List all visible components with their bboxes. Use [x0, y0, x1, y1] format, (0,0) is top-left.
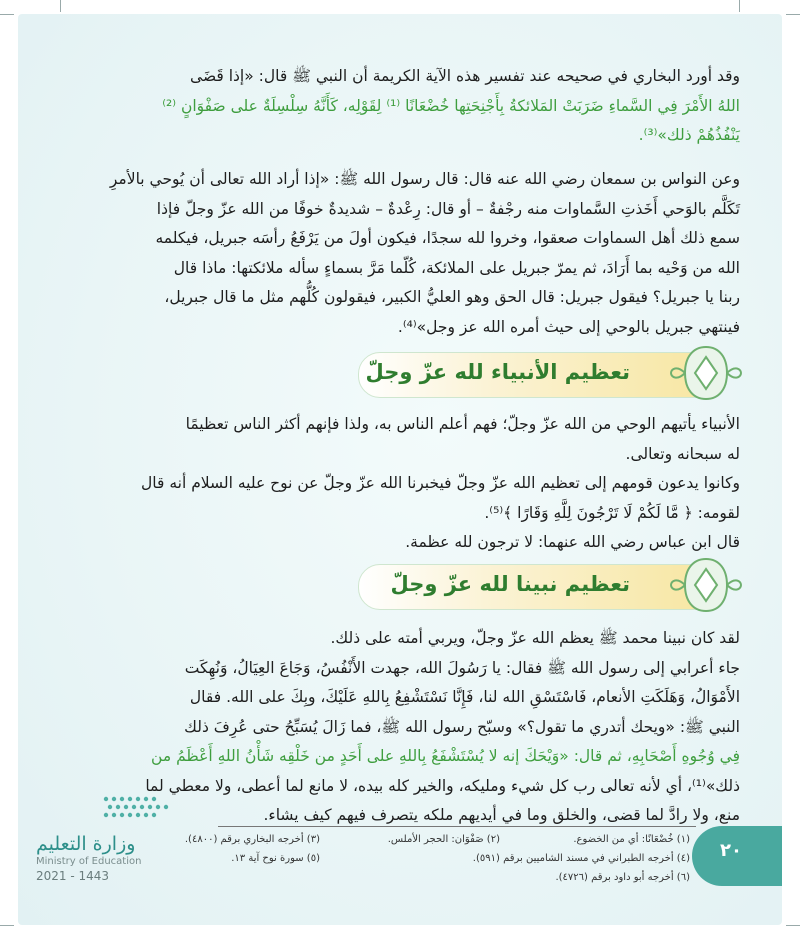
text-line: لقد كان نبينا محمد ﷺ يعظم الله عزّ وجلّ، ويربي أمته على ذلك. [330, 629, 740, 647]
crop-mark [786, 925, 800, 926]
text-line: فينتهي جبريل بالوحي إلى حيث أمره الله عز وجل»⁽⁴⁾. [397, 317, 740, 336]
text-line: جاء أعرابي إلى رسول الله ﷺ فقال: يا رَسُولَ الله، جهدت الأَنْفُسُ، وَجَاعَ العِيَالُ، وَنُهِكَت [184, 658, 740, 677]
footnote: (١) خُضْعَانًا: أي من الخضوع. [573, 834, 690, 845]
text-line: لقومه: ﴿ مَّا لَكُمْ لَا تَرْجُونَ لِلَّهِ وَقَارًا ﴾⁽⁵⁾. [484, 503, 740, 522]
text-line: ربنا يا جبريل؟ فيقول جبريل: قال الحق وهو العليُّ الكبير، فيقولون كُلُّهم مثل ما قال جبريل، [164, 288, 740, 306]
ministry-year: 2021 - 1443 [36, 869, 110, 883]
text-line: له سبحانه وتعالى. [625, 444, 740, 463]
page-number: ٢٠ [720, 840, 742, 861]
ministry-name-english: Ministry of Education [36, 856, 142, 867]
text-line: اللهُ الأَمْرَ فِي السَّماءِ ضَرَبَتْ المَلائكةُ بِأَجْنِحَتِها خُضْعَانًا ⁽¹⁾ لِقَوْلِه، كَأَنَّهُ سِلْسِلَةٌ على صَفْوَانٍ ⁽²⁾ [162, 96, 740, 115]
text-line: وقد أورد البخاري في صحيحه عند تفسير هذه الآية الكريمة أن النبي ﷺ قال: «إذا قَضَى [190, 67, 740, 85]
prophets-paragraph [100, 410, 740, 558]
footnote-divider [218, 826, 696, 827]
crop-mark [786, 14, 800, 15]
hadith-paragraph [100, 165, 740, 342]
text-line: يَنْفُذُهُمْ ذلك»⁽³⁾. [638, 126, 740, 144]
ornament-icon [667, 343, 745, 403]
text-line: منع، ولا رادَّ لما قضى، والخلق وما في أيديهم ملكه يتصرف فيهم كيف يشاء. [263, 806, 740, 824]
section-heading: تعظيم نبينا لله عزّ وجلّ [390, 572, 630, 596]
text-line: الأَمْوَالُ، وَهَلَكَتِ الأنعام، فَاسْتَسْقِ الله لنا، فَإِنَّا نَسْتَشْفِعُ بِاللهِ عَلَيْكَ، وبِكَ على الله. فقال [189, 688, 740, 706]
ornament-icon [667, 555, 745, 615]
crop-mark [0, 14, 14, 15]
text-line: تَكَلَّم بالوَحي أَخَذتِ السَّماوات منه رجْفةٌ – أو قال: رِعْدةٌ – شديدةٌ خوفًا من الله عزّ وجلّ فإذا [156, 199, 740, 218]
text-line: ذلك»⁽¹⁾، أي لأنه تعالى رب كل شيء ومليكه، والخير كله بيده، لا مانع لما أعطى، ولا معطي لما [145, 776, 740, 795]
intro-paragraph [100, 62, 740, 151]
ministry-logo-icon [100, 793, 172, 823]
text-line: الأنبياء يأتيهم الوحي من الله عزّ وجلّ؛ فهم أعلم الناس به، ولذا فإنهم أكثر الناس تعظيمًا [185, 415, 740, 433]
text-line: قال ابن عباس رضي الله عنهما: لا ترجون لله عظمة. [405, 533, 740, 551]
section-heading: تعظيم الأنبياء لله عزّ وجلّ [365, 360, 630, 384]
text-line: الله من وَحْيه بما أَرَادَ، ثم يمرّ جبريل على الملائكة، كُلّما مَرَّ بسماءٍ سأله ملائكتها: ماذا قال [173, 258, 740, 277]
footnote: (٢) صَفْوَان: الحجر الأملس. [387, 834, 500, 845]
footnote: (٣) أخرجه البخاري برقم (٤٨٠٠). [184, 834, 320, 845]
footnote: (٤) أخرجه الطبراني في مسند الشاميين برقم (٥٩١). [472, 853, 690, 864]
ministry-name-arabic: وزارة التعليم [36, 833, 136, 855]
footnote: (٥) سورة نوح آية ١٣. [231, 853, 320, 864]
prophet-muhammad-paragraph [100, 624, 740, 831]
crop-mark [739, 0, 740, 12]
crop-mark [0, 925, 14, 926]
text-line: سمع ذلك أهل السماوات صعقوا، وخروا لله سجدًا، فيكون أولَ من يَرْفَعُ رأسَه جبريل، فيكلمه [155, 229, 740, 247]
text-line: النبي ﷺ: «ويحك أتدري ما تقول؟» وسبّح رسول الله ﷺ، فما زَالَ يُسَبِّحُ حتى عُرِفَ ذلك [184, 717, 740, 736]
text-line: وعن النواس بن سمعان رضي الله عنه قال: قال رسول الله ﷺ: «إذا أراد الله تعالى أن يُوحي بالأمرِ [109, 170, 740, 188]
footnote: (٦) أخرجه أبو داود برقم (٤٧٢٦). [555, 872, 690, 883]
crop-mark [60, 0, 61, 12]
text-line: فِي وُجُوهِ أَصْحَابِهِ، ثم قال: «وَيْحَكَ إنه لا يُسْتَشْفَعُ بِاللهِ على أَحَدٍ من خَلْقِه شَأْنُ اللهِ أَعْظَمُ من [151, 747, 740, 765]
text-line: وكانوا يدعون قومهم إلى تعظيم الله عزّ وجلّ فيخبرنا الله عزّ وجلّ عن نوح عليه السلام أنه قال [141, 474, 740, 492]
